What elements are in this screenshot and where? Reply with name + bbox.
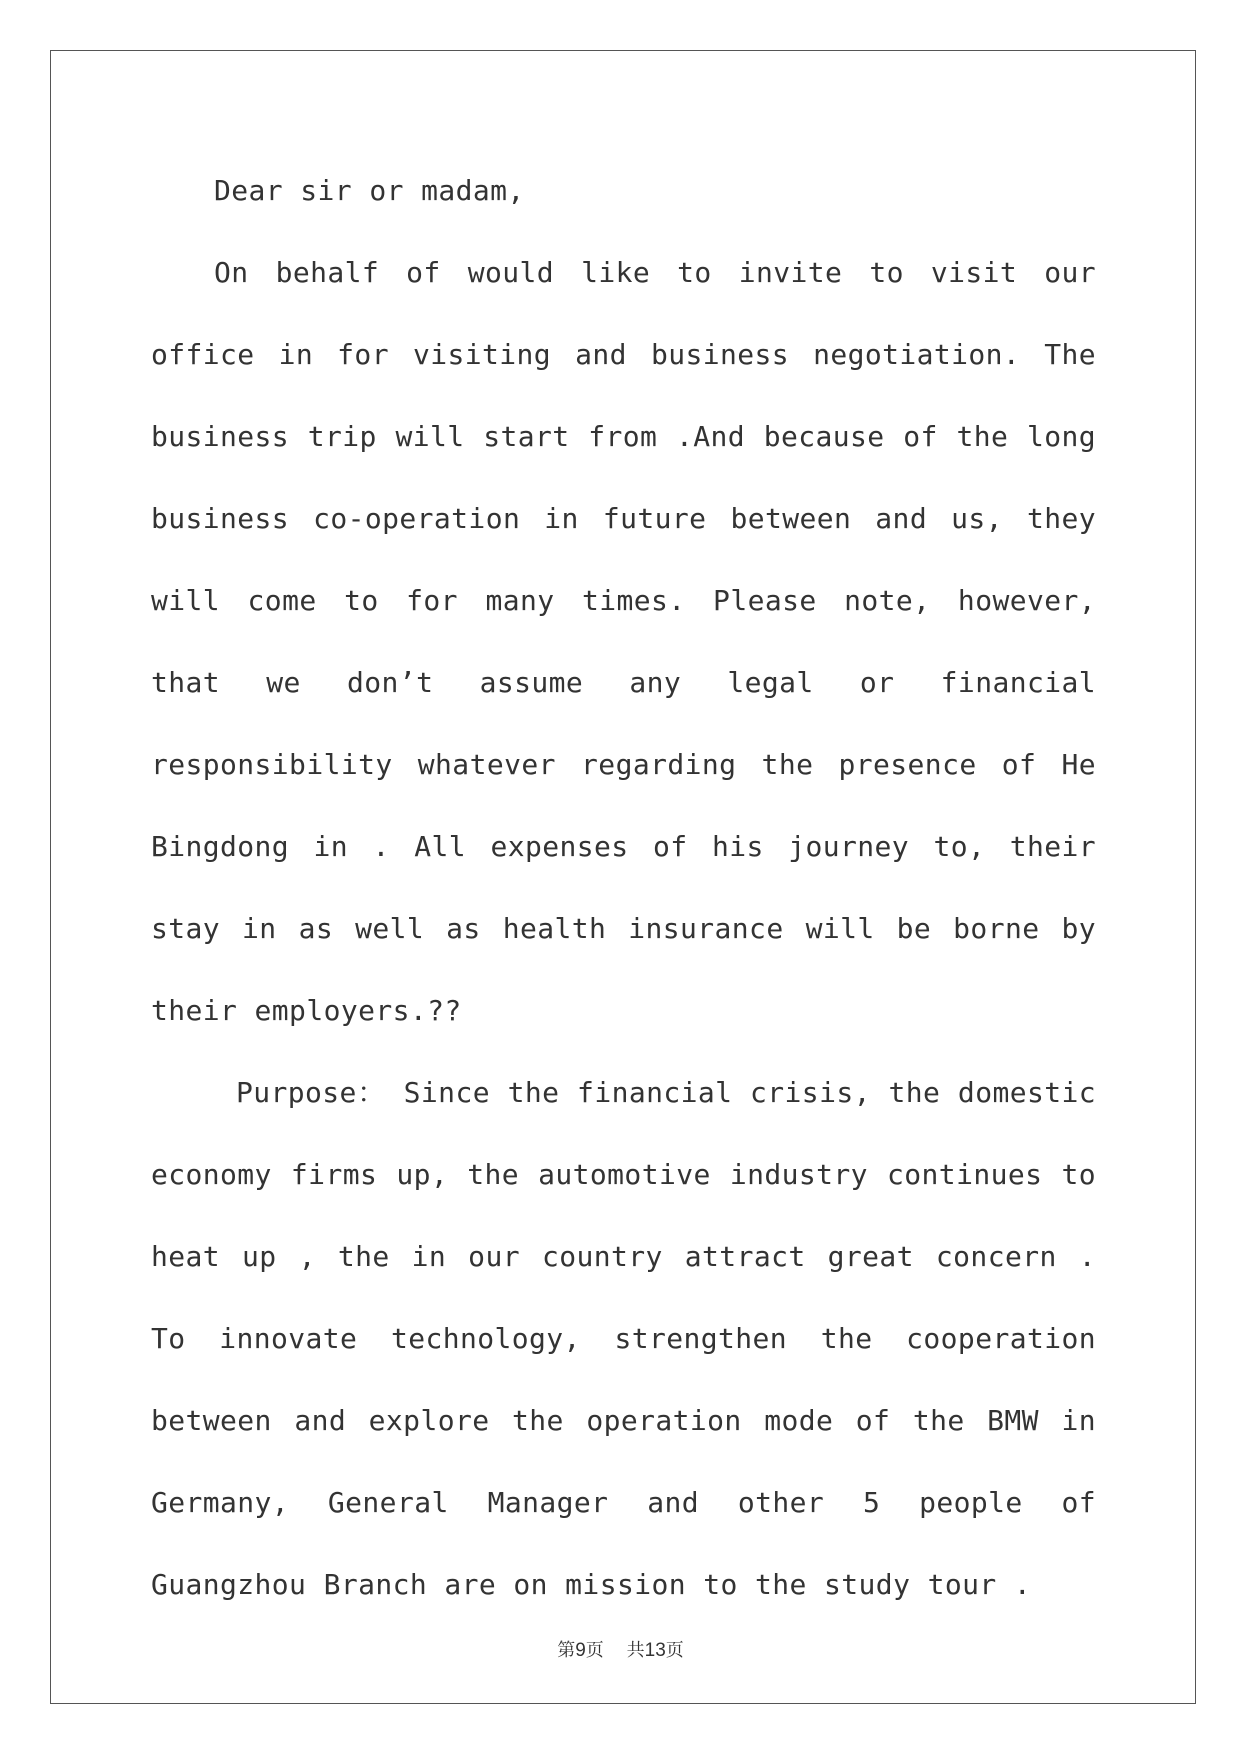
footer-page-word: 页 bbox=[585, 1640, 604, 1661]
salutation: Dear sir or madam, bbox=[214, 174, 525, 207]
invitation-paragraph: On behalf of would like to invite to visit our office in for visiting and business negotiation. The business trip will start from .And because of the long business co-operation in future between and us, they will come to for many times. Please note, however, that we don’t assume any legal or financial responsibility whatever regarding the presence of He Bingdong in . All expenses of his journey to, their stay in as well as health insurance will be borne by their employers.?? bbox=[151, 256, 1096, 1027]
page-footer bbox=[0, 1636, 1241, 1662]
letter-body bbox=[151, 150, 1096, 1626]
footer-total-prefix: 共 bbox=[626, 1640, 645, 1661]
current-page-number: 9 bbox=[575, 1640, 586, 1661]
total-page-number: 13 bbox=[644, 1640, 666, 1661]
footer-total-suffix: 页 bbox=[665, 1640, 684, 1661]
footer-prefix: 第 bbox=[557, 1640, 576, 1661]
purpose-paragraph: Purpose： Since the financial crisis, the domestic economy firms up, the automotive industry continues to heat up , the in our country attract great concern . To innovate technology, strengthen the cooperation between and explore the operation mode of the BMW in Germany, General Manager and other 5 people of Guangzhou Branch are on mission to the study tour . bbox=[151, 1076, 1096, 1601]
